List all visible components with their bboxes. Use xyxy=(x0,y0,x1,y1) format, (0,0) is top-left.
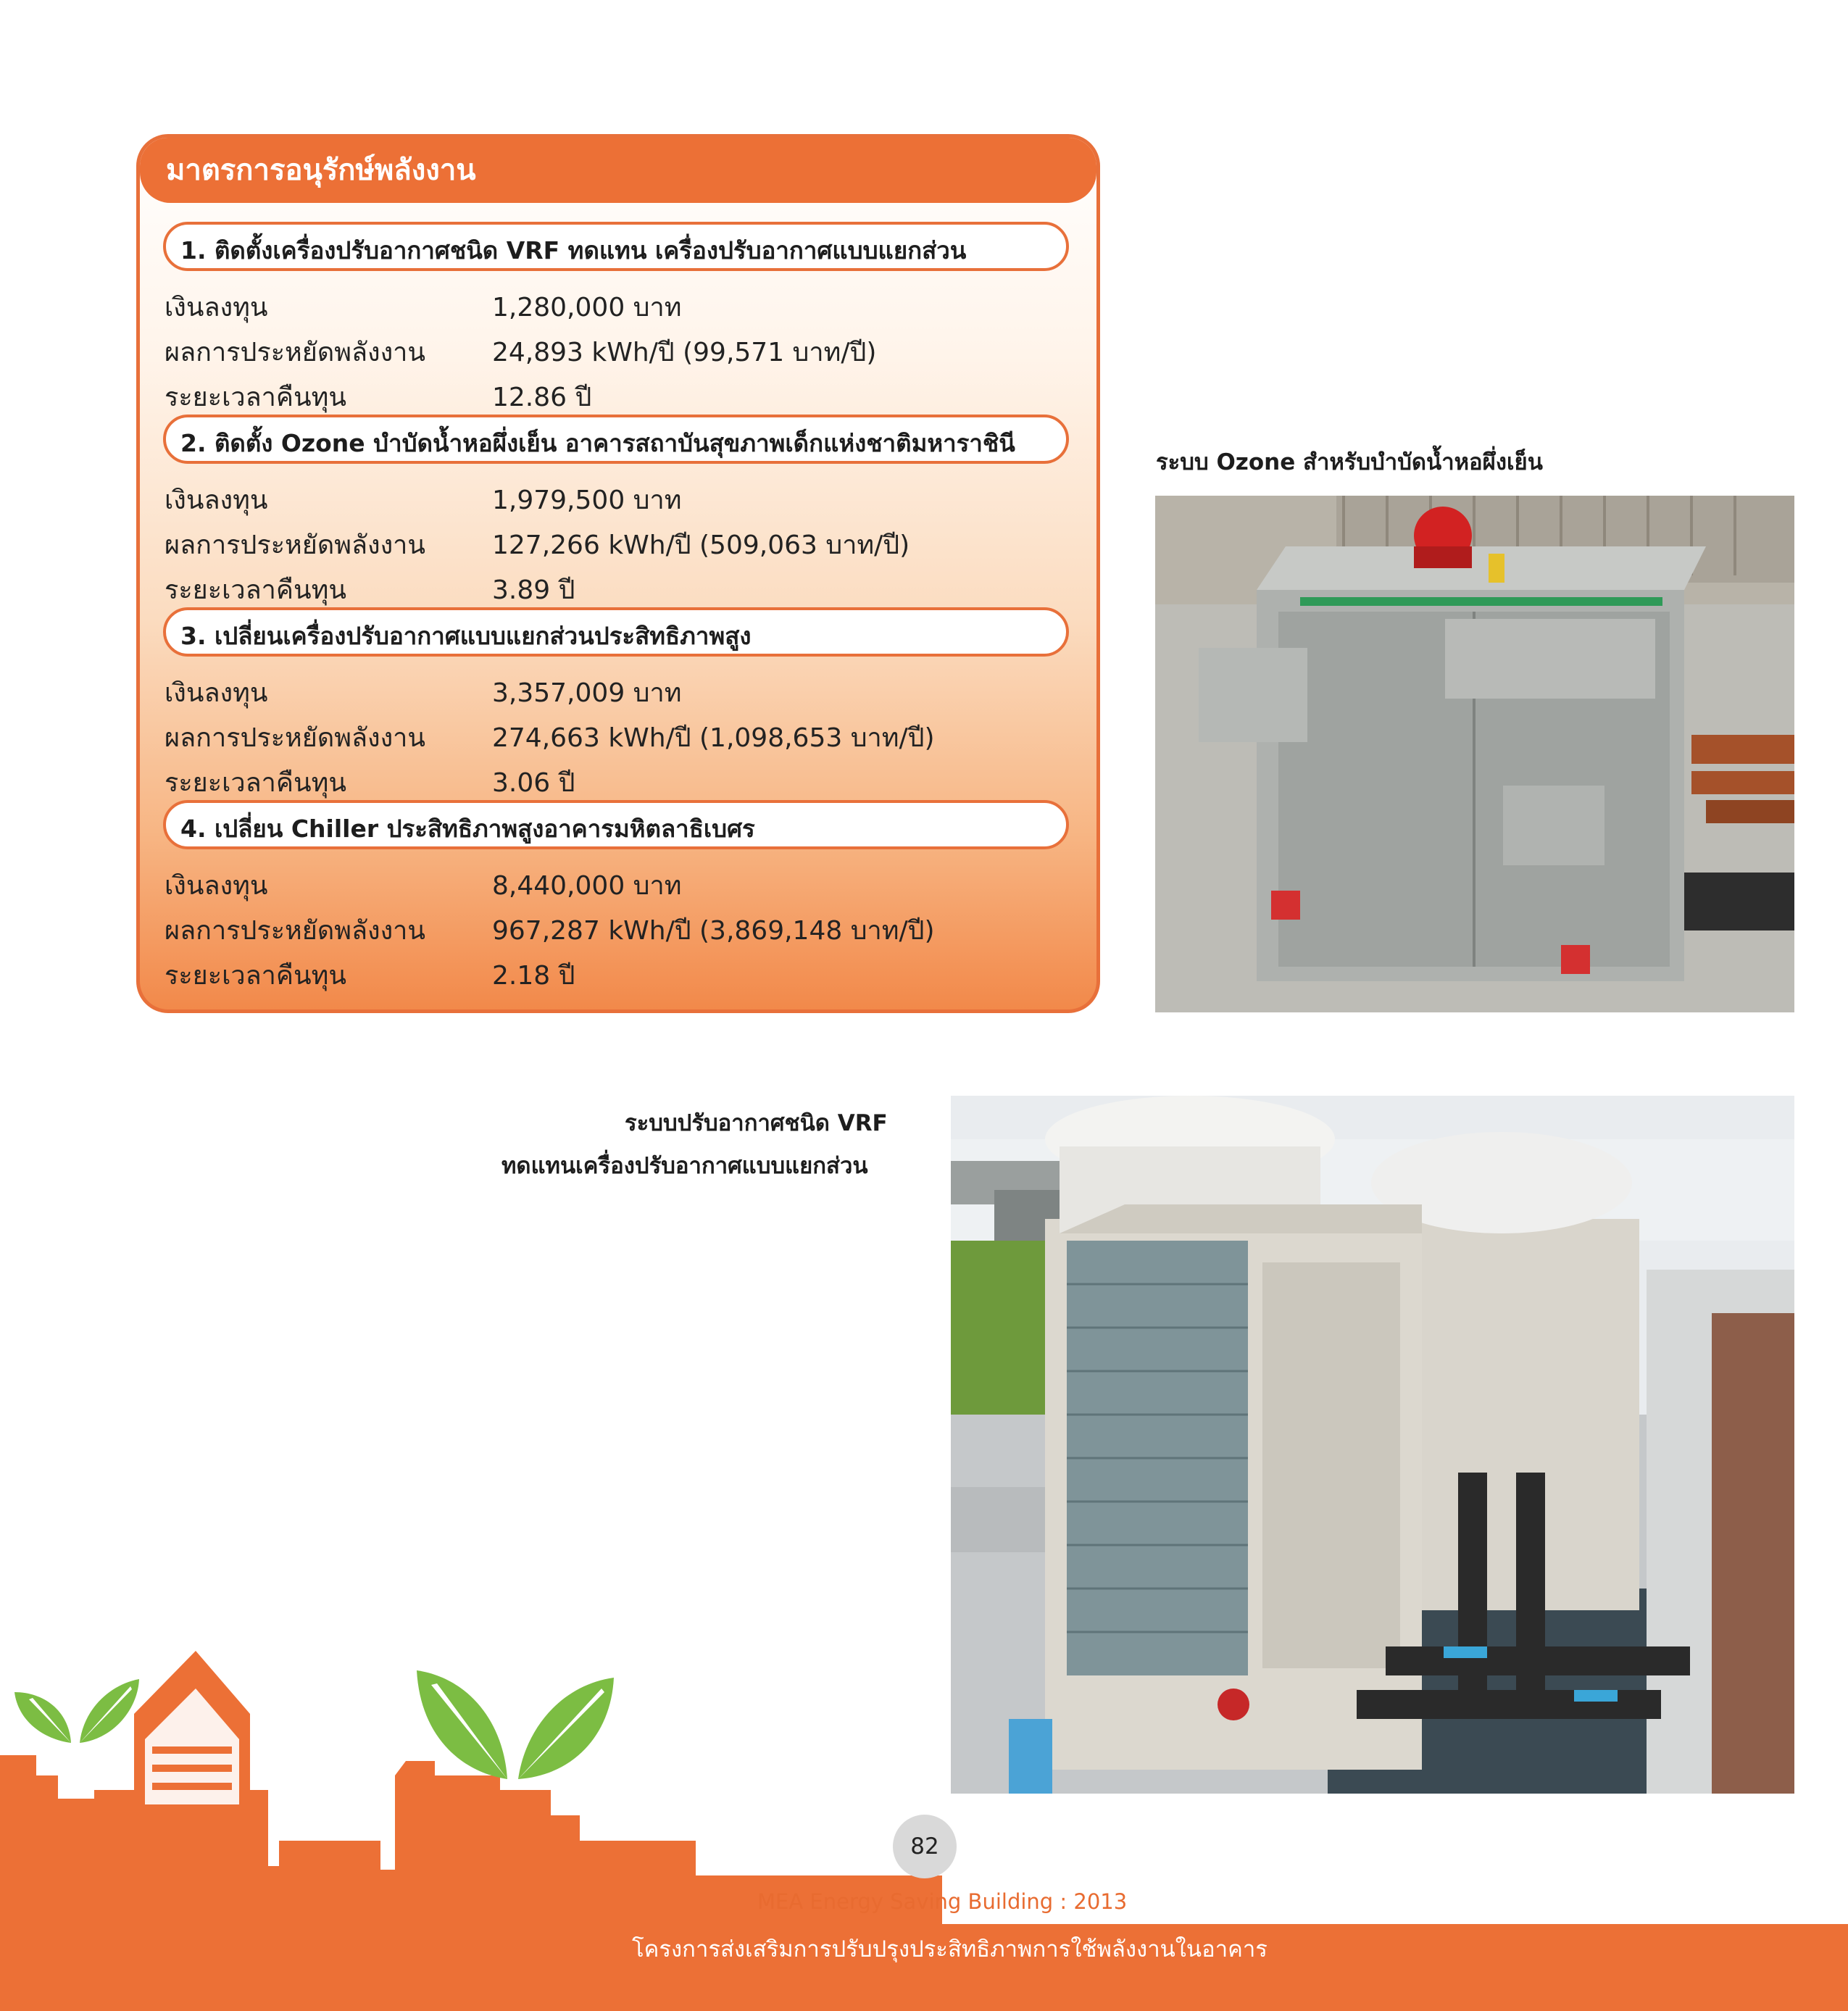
small-sprout-leaves-icon xyxy=(14,1670,141,1750)
measure-1-savings-label: ผลการประหยัดพลังงาน xyxy=(165,338,425,367)
publication-title: MEA Energy Saving Building : 2013 xyxy=(757,1889,1128,1914)
measure-3-title: 3. เปลี่ยนเครื่องปรับอากาศแบบแยกส่วนประสิทธิภาพสูง xyxy=(163,607,1069,657)
panel-title: มาตรการอนุรักษ์พลังงาน xyxy=(166,154,476,187)
measure-4-payback-label: ระยะเวลาคืนทุน xyxy=(165,961,346,991)
measure-3-savings-label: ผลการประหยัดพลังงาน xyxy=(165,723,425,753)
measure-2-savings-label: ผลการประหยัดพลังงาน xyxy=(165,530,425,560)
measure-1-title: 1. ติดตั้งเครื่องปรับอากาศชนิด VRF ทดแทน เครื่องปรับอากาศแบบแยกส่วน xyxy=(163,222,1069,271)
measure-4-savings-label: ผลการประหยัดพลังงาน xyxy=(165,916,425,946)
measure-2-payback-label: ระยะเวลาคืนทุน xyxy=(165,575,346,605)
measure-2-savings-value: 127,266 kWh/ปี (509,063 บาท/ปี) xyxy=(492,530,910,560)
measure-3-payback-label: ระยะเวลาคืนทุน xyxy=(165,768,346,798)
measure-1-investment-value: 1,280,000 บาท xyxy=(492,293,682,322)
program-title: โครงการส่งเสริมการปรับปรุงประสิทธิภาพการใช้พลังงานในอาคาร xyxy=(632,1936,1268,1962)
measure-3-investment-label: เงินลงทุน xyxy=(165,678,268,708)
measure-4-investment-value: 8,440,000 บาท xyxy=(492,871,682,901)
page-number: 82 xyxy=(893,1815,957,1878)
measure-2-investment-value: 1,979,500 บาท xyxy=(492,486,682,515)
vrf-photo-caption-line1: ระบบปรับอากาศชนิด VRF xyxy=(625,1110,888,1136)
measure-1-payback-value: 12.86 ปี xyxy=(492,383,592,412)
measure-1-payback-label: ระยะเวลาคืนทุน xyxy=(165,383,346,412)
measure-1-savings-value: 24,893 kWh/ปี (99,571 บาท/ปี) xyxy=(492,338,877,367)
ozone-system-photo xyxy=(1155,496,1794,1012)
measure-4-investment-label: เงินลงทุน xyxy=(165,871,268,901)
measure-4-payback-value: 2.18 ปี xyxy=(492,961,575,991)
ozone-photo-caption: ระบบ Ozone สำหรับบำบัดน้ำหอผึ่งเย็น xyxy=(1156,449,1543,475)
measure-3-payback-value: 3.06 ปี xyxy=(492,768,575,798)
measure-2-payback-value: 3.89 ปี xyxy=(492,575,575,605)
panel-header xyxy=(140,138,1096,203)
measure-3-investment-value: 3,357,009 บาท xyxy=(492,678,682,708)
vrf-photo-caption-line2: ทดแทนเครื่องปรับอากาศแบบแยกส่วน xyxy=(501,1153,868,1179)
measure-1-investment-label: เงินลงทุน xyxy=(165,293,268,322)
measure-4-title: 4. เปลี่ยน Chiller ประสิทธิภาพสูงอาคารมหิตลาธิเบศร xyxy=(163,800,1069,849)
large-sprout-leaves-icon xyxy=(417,1663,616,1783)
measure-3-savings-value: 274,663 kWh/ปี (1,098,653 บาท/ปี) xyxy=(492,723,935,753)
conservation-measures-panel xyxy=(136,134,1100,1013)
measure-4-savings-value: 967,287 kWh/ปี (3,869,148 บาท/ปี) xyxy=(492,916,935,946)
measure-2-title: 2. ติดตั้ง Ozone บำบัดน้ำหอผึ่งเย็น อาคารสถาบันสุขภาพเด็กแห่งชาติมหาราชินี xyxy=(163,415,1069,464)
measure-2-investment-label: เงินลงทุน xyxy=(165,486,268,515)
